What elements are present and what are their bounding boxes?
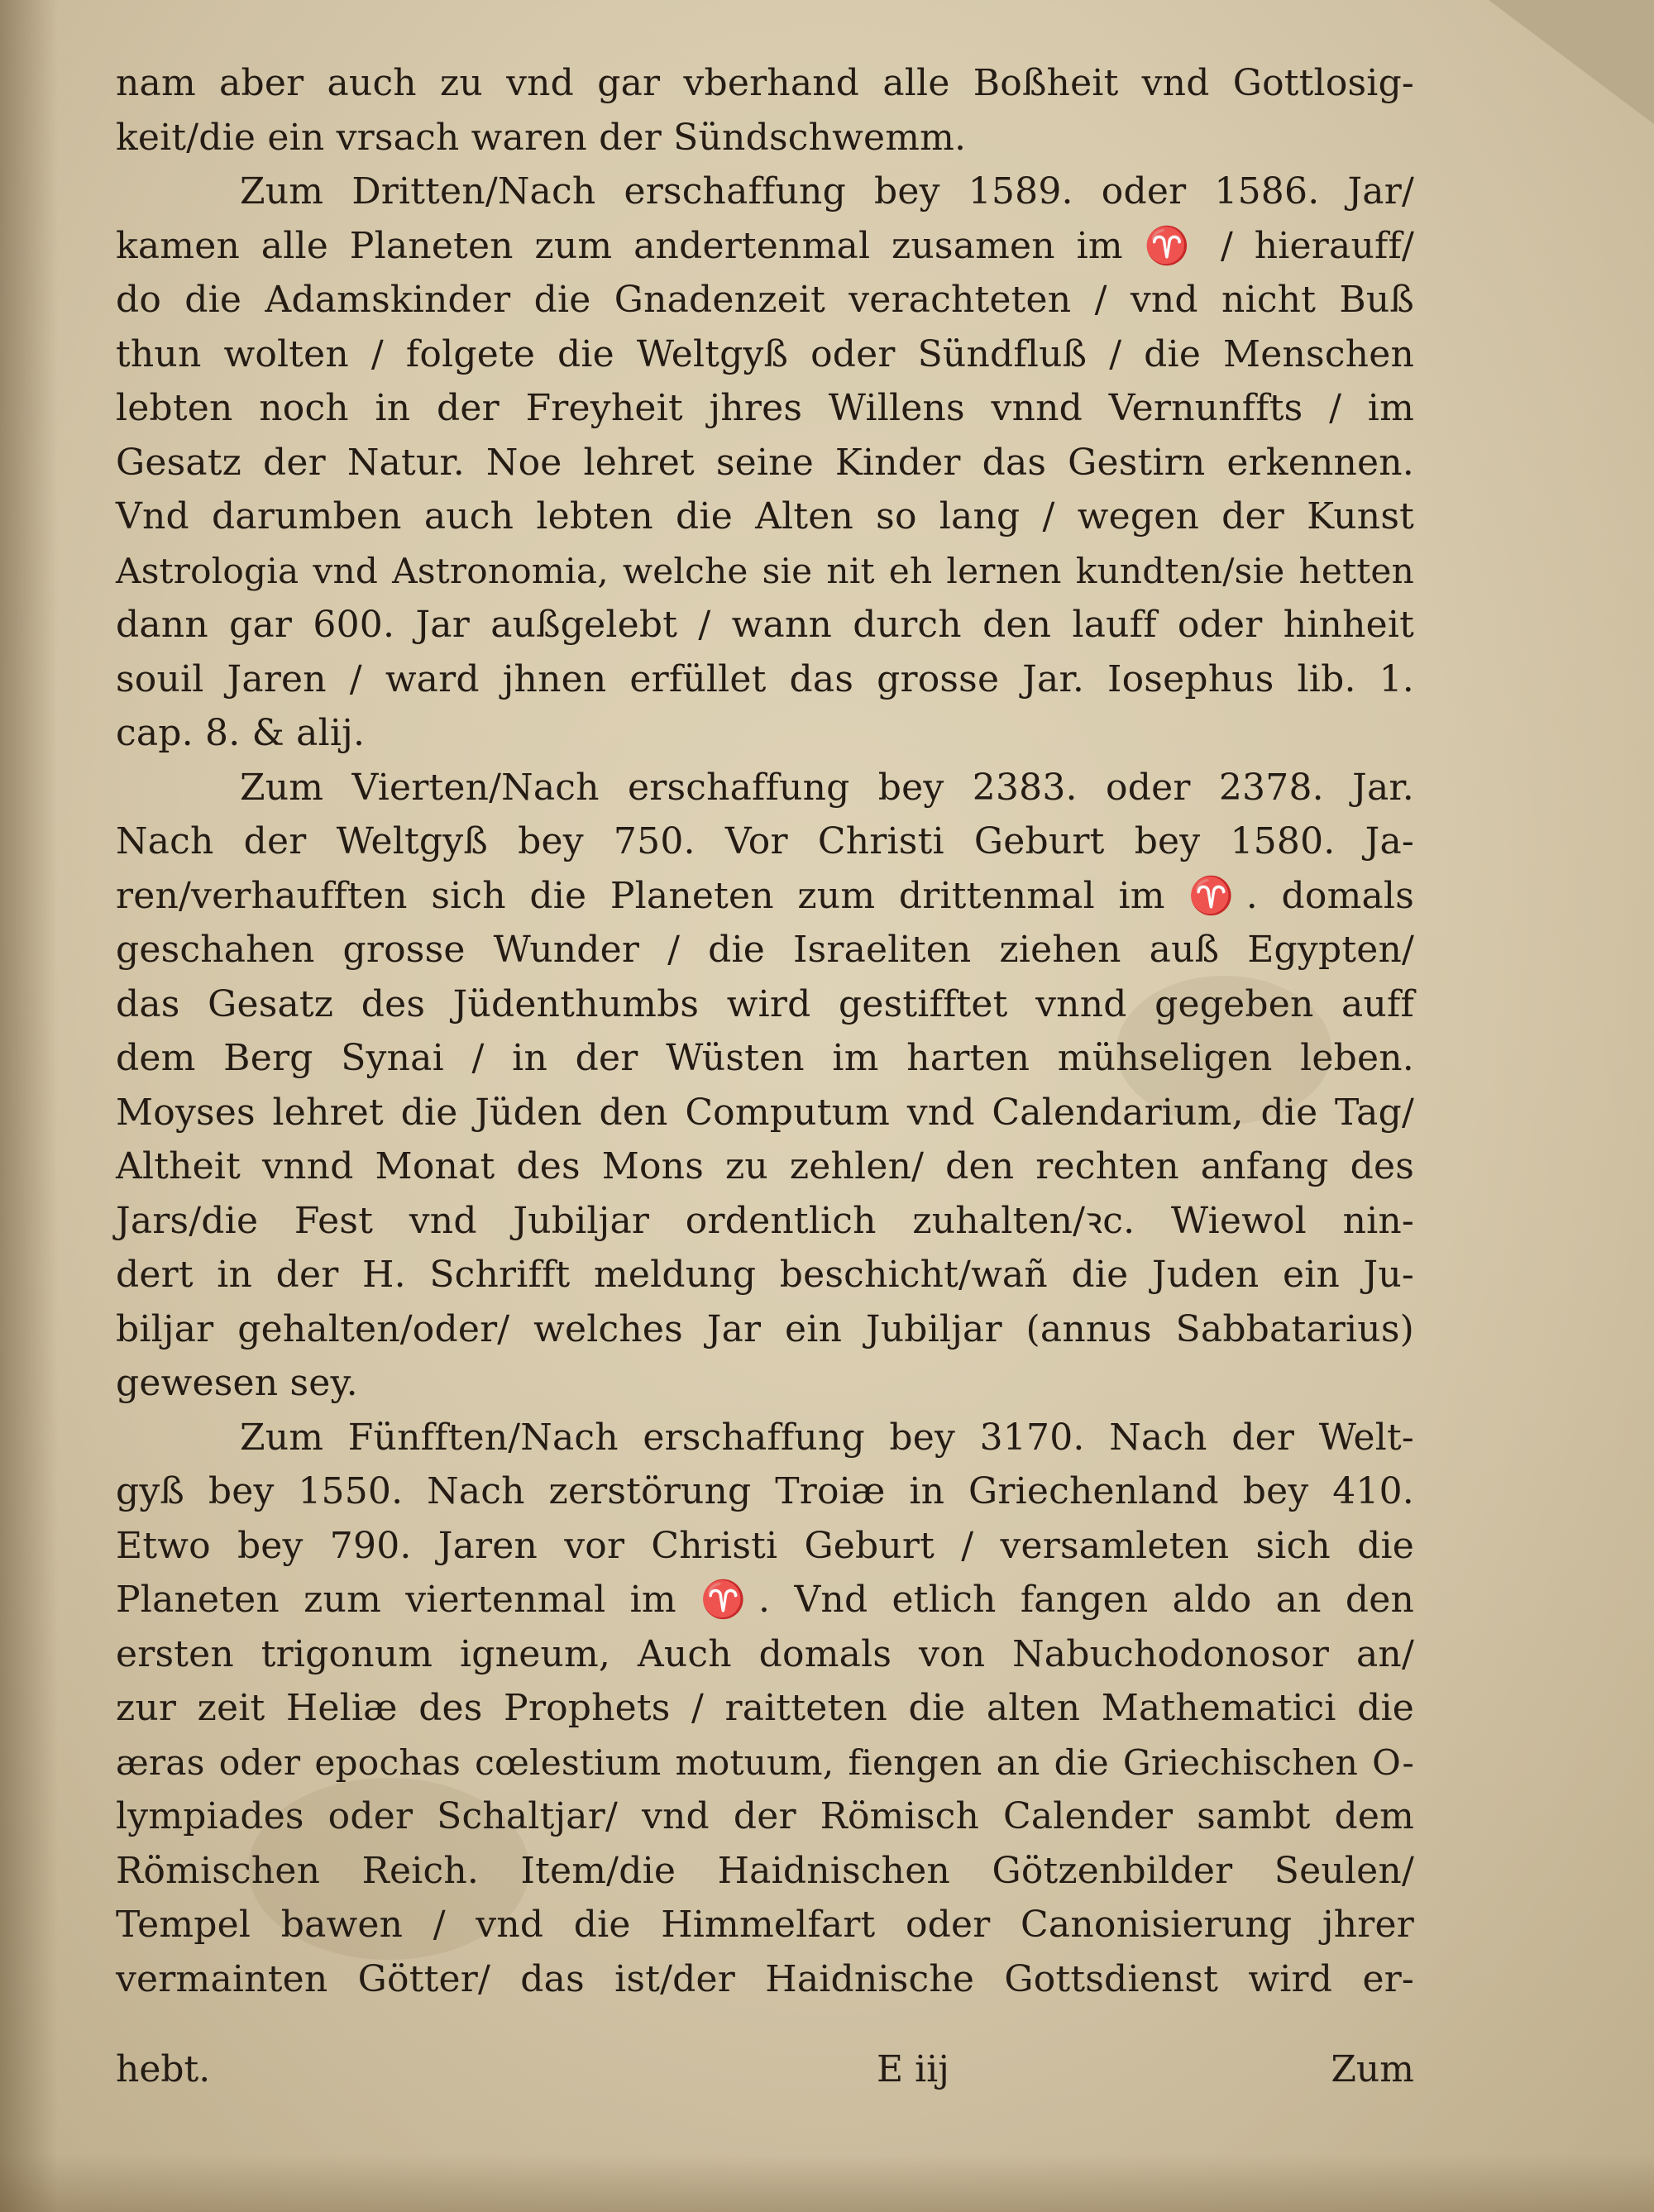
text-line: souil Jaren / ward jhnen erfüllet das grosse Jar. Iosephus lib. 1. (116, 657, 1414, 700)
text-line: Vnd darumben auch lebten die Alten so lang / wegen der Kunst (116, 495, 1414, 537)
text-line: Moyses lehret die Jüden den Computum vnd Calendarium, die Tag/ (116, 1091, 1414, 1134)
text-line: Römischen Reich. Item/die Haidnischen Götzenbilder Seulen/ (116, 1849, 1414, 1892)
text-line: cap. 8. & alij. (116, 712, 366, 754)
text-line: nam aber auch zu vnd gar vberhand alle Boßheit vnd Gottlosig- (116, 62, 1414, 104)
text-line: Etwo bey 790. Jaren vor Christi Geburt / versamleten sich die (116, 1524, 1414, 1567)
text-line: Gesatz der Natur. Noe lehret seine Kinder das Gestirn erkennen. (116, 441, 1414, 484)
text-line: Nach der Weltgyß bey 750. Vor Christi Geburt bey 1580. Ja- (116, 820, 1414, 862)
text-line: dann gar 600. Jar außgelebt / wann durch den lauff oder hinheit (116, 604, 1414, 646)
text-line: Astrologia vnd Astronomia, welche sie nit eh lernen kundten/sie hetten (116, 550, 1414, 591)
text-line: ren/verhaufften sich die Planeten zum drittenmal im ♈. domals (116, 874, 1414, 917)
text-line: Planeten zum viertenmal im ♈. Vnd etlich fangen aldo an den (116, 1579, 1414, 1621)
text-line: dert in der H. Schrifft meldung beschicht/wañ die Juden ein Ju- (116, 1254, 1414, 1296)
text-line: Altheit vnnd Monat des Mons zu zehlen/ den rechten anfang des (116, 1145, 1414, 1187)
text-line: ersten trigonum igneum, Auch domals von Nabuchodonosor an/ (116, 1632, 1414, 1675)
text-line: Tempel bawen / vnd die Himmelfart oder Canonisierung jhrer (116, 1904, 1414, 1946)
text-line: zur zeit Heliæ des Prophets / raitteten die alten Mathematici die (116, 1687, 1414, 1729)
text-line: gewesen sey. (116, 1362, 358, 1404)
text-line: vermainten Götter/ das ist/der Haidnische Gottsdienst wird er- (116, 1957, 1414, 2000)
catchword: Zum (1331, 2048, 1414, 2090)
text-line: æras oder epochas cœlestium motuum, fiengen an die Griechischen O- (116, 1741, 1414, 1783)
signature-mark: E iij (877, 2048, 949, 2090)
text-line: Zum Dritten/Nach erschaffung bey 1589. oder 1586. Jar/ (240, 170, 1414, 213)
text-line: Zum Vierten/Nach erschaffung bey 2383. oder 2378. Jar. (240, 766, 1414, 809)
text-line: kamen alle Planeten zum andertenmal zusamen im ♈ / hierauff/ (116, 224, 1414, 267)
text-line: dem Berg Synai / in der Wüsten im harten mühseligen leben. (116, 1037, 1414, 1079)
text-line: geschahen grosse Wunder / die Israeliten ziehen auß Egypten/ (116, 929, 1414, 971)
text-line: Zum Fünfften/Nach erschaffung bey 3170. Nach der Welt- (240, 1416, 1414, 1459)
page-edge-shadow-left (0, 0, 58, 2212)
body-text (116, 56, 1414, 2006)
text-line: das Gesatz des Jüdenthumbs wird gestifftet vnnd gegeben auff (116, 982, 1414, 1025)
page-footer (116, 2048, 1414, 2106)
text-line: biljar gehalten/oder/ welches Jar ein Jubiljar (annus Sabbatarius) (116, 1307, 1414, 1350)
text-line: gyß bey 1550. Nach zerstörung Troiæ in Griechenland bey 410. (116, 1470, 1414, 1512)
text-line: thun wolten / folgete die Weltgyß oder Sündfluß / die Menschen (116, 332, 1414, 375)
text-line: lympiades oder Schaltjar/ vnd der Römisch Calender sambt dem (116, 1795, 1414, 1837)
text-line: do die Adamskinder die Gnadenzeit verachteten / vnd nicht Buß (116, 279, 1414, 321)
folded-corner (1489, 0, 1654, 124)
final-line: hebt. (116, 2048, 211, 2090)
page-edge-shadow-bottom (0, 2154, 1654, 2212)
text-line: lebten noch in der Freyheit jhres Willens vnnd Vernunffts / im (116, 387, 1414, 429)
text-line: keit/die ein vrsach waren der Sündschwemm. (116, 116, 967, 159)
text-line: Jars/die Fest vnd Jubiljar ordentlich zuhalten/ꝛc. Wiewol nin- (116, 1199, 1414, 1242)
